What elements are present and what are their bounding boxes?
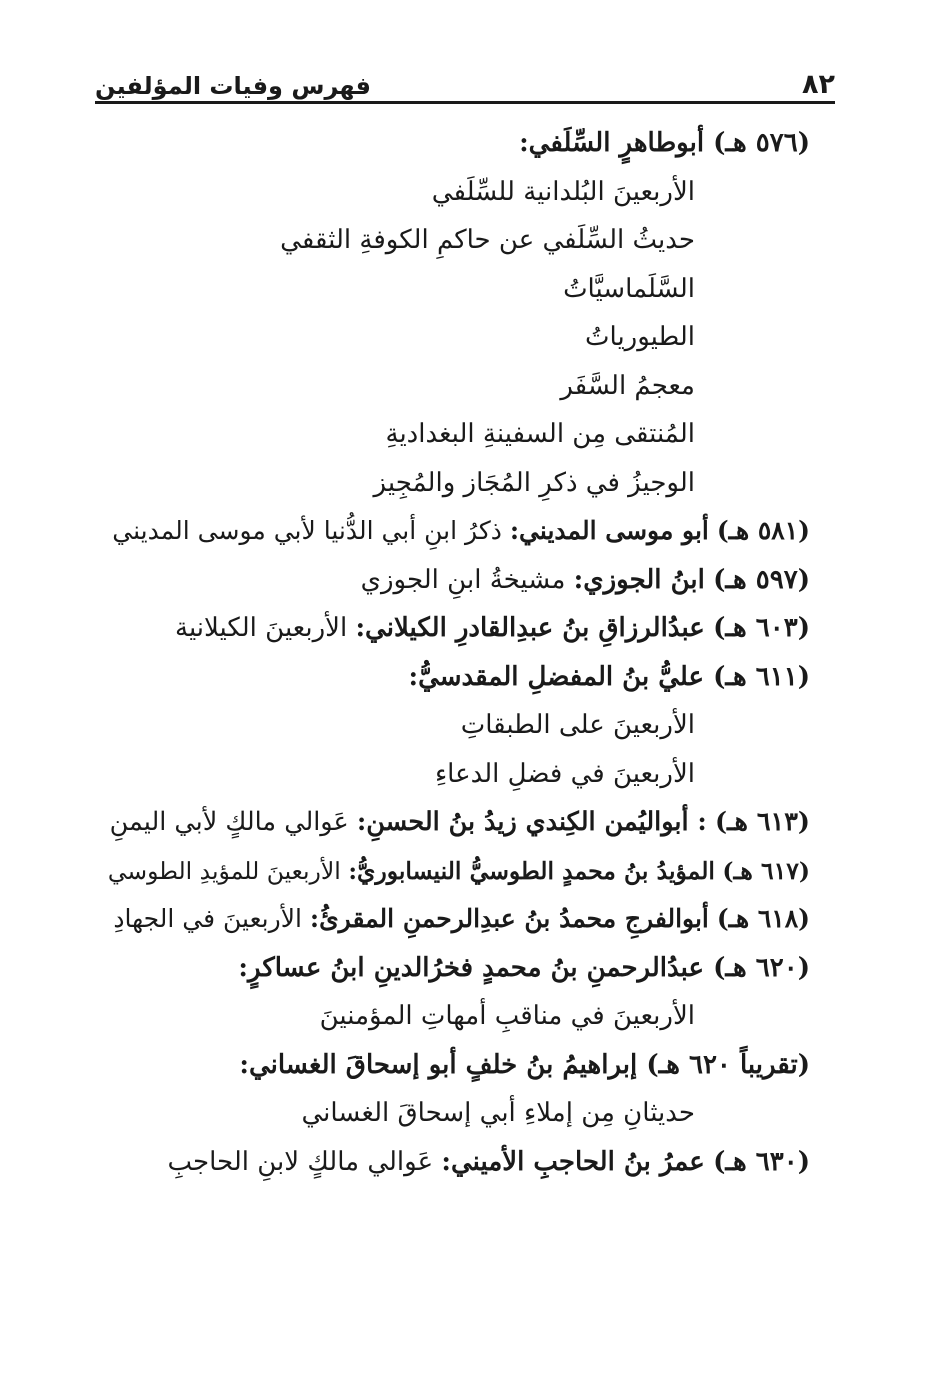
work-title: حديثُ السِّلَفي عن حاكمِ الكوفةِ الثقفي xyxy=(280,225,695,255)
work-title: عَوالي مالكٍ لأبي اليمنِ xyxy=(109,807,349,837)
work-title: عَوالي مالكٍ لابنِ الحاجبِ xyxy=(167,1146,434,1177)
death-date: (٦١٧ هـ) xyxy=(722,856,810,885)
death-date: (٦٠٣ هـ) xyxy=(713,613,810,643)
author-entry xyxy=(110,802,810,842)
death-date: (٥٩٧ هـ) xyxy=(713,564,810,595)
work-title: المُنتقى مِن السفينةِ البغداديةِ xyxy=(385,419,695,449)
header-rule xyxy=(95,101,835,104)
author-name: أبو موسى المديني: xyxy=(509,516,709,545)
work-title: السَّلَماسيَّاتُ xyxy=(563,273,695,304)
death-date: (٦١٣ هـ) xyxy=(714,807,810,837)
running-title: فهرس وفيات المؤلفين xyxy=(95,72,371,100)
author-entry xyxy=(113,899,810,939)
author-heading: (٦١١ هـ) عليُّ بنُ المفضلِ المقدسيُّ: xyxy=(408,661,810,692)
author-heading: (٥٧٦ هـ) أبوطاهرٍ السِّلَفي: xyxy=(519,128,810,158)
author-entry xyxy=(168,1142,810,1182)
author-entry xyxy=(112,511,810,551)
author-name: عمرُ بنُ الحاجبِ الأميني: xyxy=(441,1146,705,1177)
work-title: الأربعينَ في مناقبِ أمهاتِ المؤمنينَ xyxy=(319,1001,695,1031)
work-title: حديثانِ مِن إملاءِ أبي إسحاقَ الغساني xyxy=(301,1098,695,1128)
work-title: الأربعينَ البُلدانية للسِّلَفي xyxy=(431,176,695,207)
work-title: الوجيزُ في ذكرِ المُجَاز والمُجِيز xyxy=(373,467,695,498)
death-date: (٥٨١ هـ) xyxy=(716,516,810,545)
author-name: : أبواليُمن الكِندي زيدُ بنُ الحسنِ: xyxy=(356,807,707,837)
death-date: (٦٣٠ هـ) xyxy=(713,1146,810,1177)
work-title: الأربعينَ في فضلِ الدعاءِ xyxy=(434,758,695,789)
work-title: مشيخةُ ابنِ الجوزي xyxy=(360,564,566,595)
work-title: الأربعينَ الكيلانية xyxy=(175,613,348,643)
author-name: أبوالفرجِ محمدُ بنُ عبدِالرحمنِ المقرئُ: xyxy=(309,904,709,933)
work-title: الأربعينَ في الجهادِ xyxy=(113,904,302,933)
author-name: المؤيدُ بنُ محمدٍ الطوسيُّ النيسابوريُّ: xyxy=(348,856,715,885)
author-entry xyxy=(108,851,810,891)
page-header xyxy=(95,58,835,98)
author-heading: (٦٢٠ هـ) عبدُالرحمنِ بنُ محمدٍ فخرُالدينِ ابنُ عساكرٍ: xyxy=(238,952,810,983)
work-title: الأربعينَ على الطبقاتِ xyxy=(460,710,695,740)
work-title: الطيورياتُ xyxy=(585,322,695,352)
author-name: عبدُالرزاقِ بنُ عبدِالقادرِ الكيلاني: xyxy=(355,613,705,643)
work-title: ذكرُ ابنِ أبي الدُّنيا لأبي موسى المديني xyxy=(112,516,502,545)
author-heading: (تقريباً ٦٢٠ هـ) إبراهيمُ بنُ خلفٍ أبو إسحاقَ الغساني: xyxy=(239,1049,810,1080)
work-title: الأربعينَ للمؤيدِ الطوسي xyxy=(107,856,341,885)
author-entry xyxy=(175,608,810,648)
page-number: ٨٢ xyxy=(802,69,835,100)
work-title: معجمُ السَّفَر xyxy=(560,370,695,401)
death-date: (٦١٨ هـ) xyxy=(716,904,810,933)
author-name: ابنُ الجوزي: xyxy=(573,564,705,595)
author-entry xyxy=(361,560,810,600)
